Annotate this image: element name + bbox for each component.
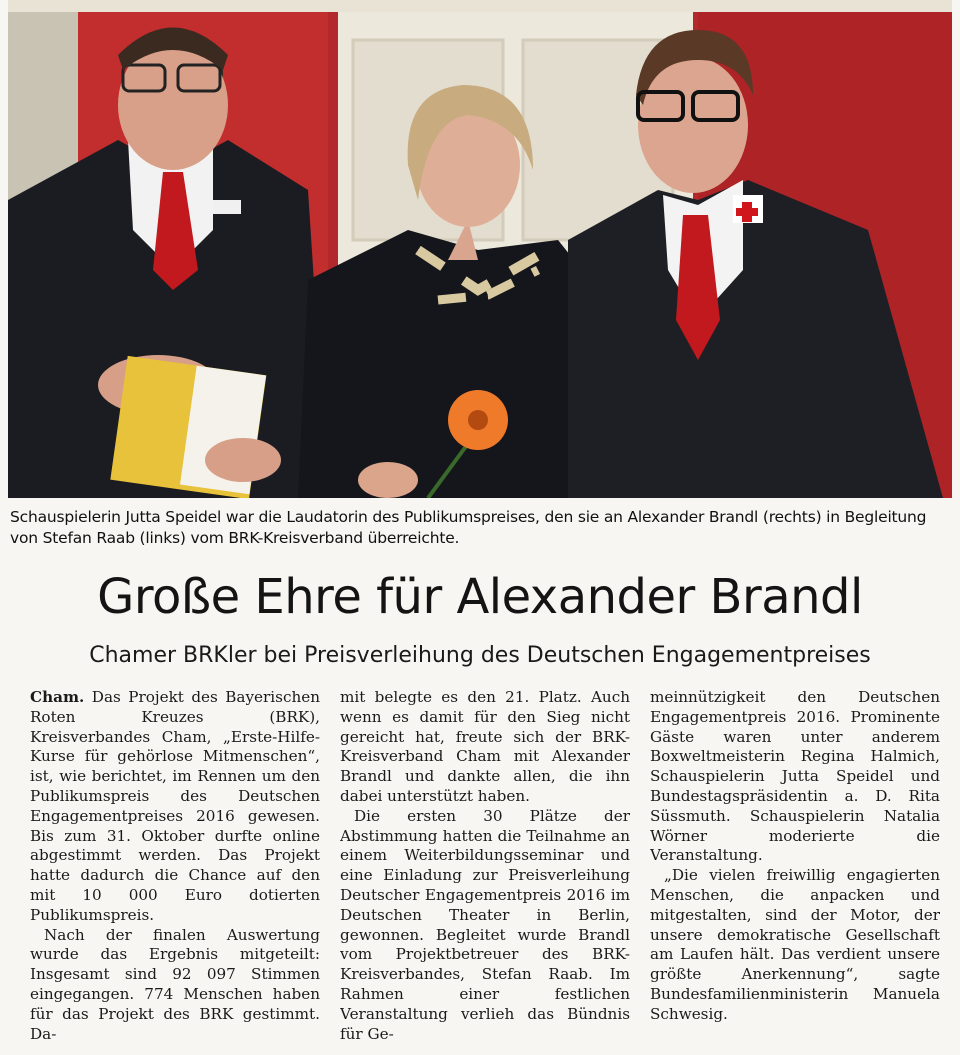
paragraph-text: Das Projekt des Bayerischen Roten Kreuzes (BRK), Kreisverbandes Cham, „Erste-Hilfe-Kurse für gehörlose Mitmenschen“, ist, wie berichtet, im Rennen um den Publikumspreis des Deutschen Engagementpreises 2016 gewesen. Bis zum 31. Oktober durfte online abgestimmt werden. Das Projekt hatte dadurch die Chance auf den mit 10 000 Euro dotierten Publikumspreis.	[30, 688, 320, 924]
article-paragraph: Die ersten 30 Plätze der Abstimmung hatten die Teilnahme an einem Weiterbildungsseminar und eine Einladung zur Preisverleihung Deutscher Engagementpreis 2016 im Deutschen Theater in Berlin, gewonnen. Begleitet wurde Brandl vom Projektbetreuer des BRK-Kreisverbandes, Stefan Raab. Im Rahmen einer festlichen Veranstaltung verlieh das Bündnis für Ge-	[340, 806, 630, 1043]
article-column-3	[650, 688, 940, 1048]
article-headline: Große Ehre für Alexander Brandl	[97, 569, 863, 625]
article-paragraph	[30, 688, 320, 926]
article-column-1	[30, 688, 320, 1048]
article-paragraph: mit belegte es den 21. Platz. Auch wenn es damit für den Sieg nicht gereicht hat, freute sich der BRK-Kreisverband Cham mit Alexander Brandl und dankte allen, die ihn dabei unterstützt haben.	[340, 688, 630, 805]
article-dateline: Cham.	[30, 688, 85, 706]
article-subheadline: Chamer BRKler bei Preisverleihung des Deutschen Engagementpreises	[89, 643, 871, 668]
news-photo	[8, 0, 952, 498]
article-paragraph: meinnützigkeit den Deutschen Engagementpreis 2016. Prominente Gäste waren unter anderem Boxweltmeisterin Regina Halmich, Schauspielerin Jutta Speidel und Bundestagspräsidentin a. D. Rita Süssmuth. Schauspielerin Natalia Wörner moderierte die Veranstaltung.	[650, 688, 940, 865]
article-paragraph: „Die vielen freiwillig engagierten Menschen, die anpacken und mitgestalten, sind der Motor, der unsere demokratische Gesellschaft am Laufen hält. Das verdient unsere größte Anerkennung“, sagte Bundesfamilienministerin Manuela Schwesig.	[650, 866, 940, 1023]
article-body	[30, 688, 950, 1048]
photo-caption: Schauspielerin Jutta Speidel war die Laudatorin des Publikumspreises, den sie an Alexander Brandl (rechts) in Begleitung von Stefan Raab (links) vom BRK-Kreisverband überreichte.	[10, 508, 927, 547]
article-paragraph: Nach der finalen Auswertung wurde das Ergebnis mitgeteilt: Insgesamt sind 92 097 Stimmen eingegangen. 774 Menschen haben für das Projekt des BRK gestimmt. Da-	[30, 925, 320, 1043]
article-column-2	[340, 688, 630, 1048]
